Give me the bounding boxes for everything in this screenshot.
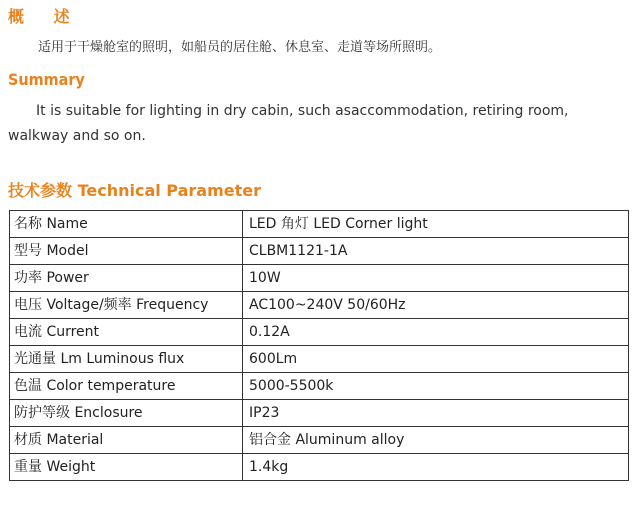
- parameter-value: IP23: [243, 400, 629, 427]
- table-row: [10, 400, 629, 427]
- parameter-label: 电流 Current: [10, 319, 243, 346]
- parameter-value: 10W: [243, 265, 629, 292]
- parameter-label: 电压 Voltage/频率 Frequency: [10, 292, 243, 319]
- parameter-value: 5000-5500k: [243, 373, 629, 400]
- technical-parameter-heading: 技术参数 Technical Parameter: [8, 181, 261, 200]
- parameter-label: 光通量 Lm Luminous flux: [10, 346, 243, 373]
- parameter-label: 材质 Material: [10, 427, 243, 454]
- table-row: [10, 346, 629, 373]
- parameter-value: 1.4kg: [243, 454, 629, 481]
- overview-text: 适用于干燥舱室的照明，如船员的居住舱、休息室、走道等场所照明。: [38, 40, 442, 55]
- parameter-label: 重量 Weight: [10, 454, 243, 481]
- table-row: [10, 292, 629, 319]
- parameter-label: 色温 Color temperature: [10, 373, 243, 400]
- overview-heading: 概 述: [8, 7, 82, 26]
- table-row: [10, 211, 629, 238]
- parameter-label: 功率 Power: [10, 265, 243, 292]
- parameter-value: LED 角灯 LED Corner light: [243, 211, 629, 238]
- summary-text: It is suitable for lighting in dry cabin, such asaccommodation, retiring room, walkway and so on.: [8, 103, 569, 144]
- parameter-value: 0.12A: [243, 319, 629, 346]
- parameter-value: 铝合金 Aluminum alloy: [243, 427, 629, 454]
- technical-parameter-table: [9, 210, 629, 481]
- parameter-value: AC100~240V 50/60Hz: [243, 292, 629, 319]
- table-row: [10, 373, 629, 400]
- table-row: [10, 238, 629, 265]
- table-row: [10, 427, 629, 454]
- parameter-value: CLBM1121-1A: [243, 238, 629, 265]
- table-row: [10, 454, 629, 481]
- parameter-label: 名称 Name: [10, 211, 243, 238]
- parameter-label: 防护等级 Enclosure: [10, 400, 243, 427]
- table-row: [10, 265, 629, 292]
- summary-heading: Summary: [8, 70, 85, 89]
- parameter-label: 型号 Model: [10, 238, 243, 265]
- table-row: [10, 319, 629, 346]
- parameter-value: 600Lm: [243, 346, 629, 373]
